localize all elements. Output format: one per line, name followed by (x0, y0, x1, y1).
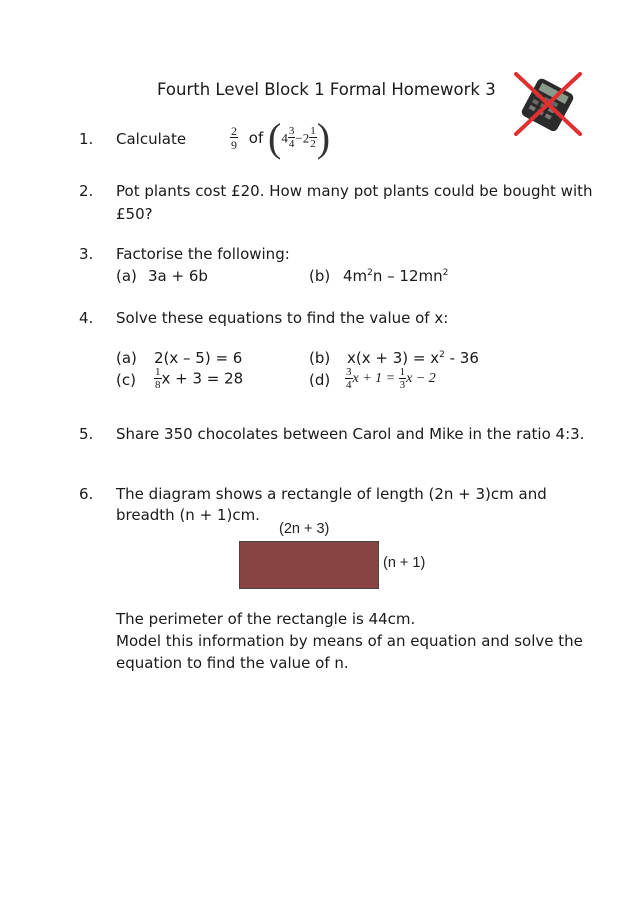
question-6-line5: equation to find the value of n. (116, 654, 349, 672)
fraction-1-3: $\frac{1}{3}$ (399, 366, 406, 391)
question-3b-expression: $4m^2n - 12mn^2$ (343, 267, 449, 285)
question-2-line1: Pot plants cost £20. How many pot plants could be bought with (116, 182, 593, 200)
question-4a-label: (a) (116, 349, 137, 367)
question-5-text: Share 350 chocolates between Carol and Mike in the ratio 4:3. (116, 425, 585, 443)
question-6-line1: The diagram shows a rectangle of length (2n + 3)cm and (116, 485, 547, 503)
no-calculator-icon (508, 68, 586, 140)
question-4d-expression: $\frac{3}{4}$ x + 1 = $\frac{1}{3}$ x − 2 (346, 366, 436, 391)
page-title: Fourth Level Block 1 Formal Homework 3 (157, 80, 496, 99)
question-6-line2: breadth (n + 1)cm. (116, 506, 260, 524)
close-paren: ) (316, 115, 331, 160)
question-4b-label: (b) (309, 349, 331, 367)
question-2-line2: £50? (116, 205, 153, 223)
question-4c-label: (c) (116, 371, 136, 389)
question-4-number: 4. (79, 309, 94, 327)
rectangle-length-label: (2n + 3) (279, 521, 330, 537)
question-4b-expression: $x(x + 3) = x^2 - 36$ (347, 349, 479, 367)
rectangle-breadth-label: (n + 1) (383, 555, 426, 571)
question-1-number: 1. (79, 130, 94, 148)
question-6-line3: The perimeter of the rectangle is 44cm. (116, 610, 416, 628)
open-paren: ( (268, 115, 282, 160)
question-1-expression: $\frac{2}{9}$ of (4 $\frac{3}{4}$ −2 $\frac{1}{2}$ ) (231, 115, 331, 160)
question-3-number: 3. (79, 245, 94, 263)
of-word: of (248, 128, 264, 147)
fraction-3-4: $\frac{3}{4}$ (346, 366, 352, 391)
question-4-text: Solve these equations to find the value of x: (116, 309, 449, 327)
fraction-1-8: $\frac{1}{8}$ (155, 366, 161, 391)
fraction-2-9: $\frac{2}{9}$ (231, 124, 237, 152)
question-4a-expression: 2(x – 5) = 6 (154, 349, 243, 367)
question-3a-label: (a) (116, 267, 137, 285)
question-2-number: 2. (79, 182, 94, 200)
question-4c-expression: $\frac{1}{8}$ x + 3 = 28 (155, 366, 244, 391)
question-3a-expression: 3a + 6b (148, 267, 208, 285)
rectangle-diagram (239, 541, 379, 589)
question-1-text: Calculate (116, 130, 187, 148)
question-4d-label: (d) (309, 371, 331, 389)
question-3-text: Factorise the following: (116, 245, 290, 263)
question-6-line4: Model this information by means of an equation and solve the (116, 632, 583, 650)
question-5-number: 5. (79, 425, 94, 443)
fraction-3-4: $\frac{3}{4}$ (288, 125, 295, 150)
question-3b-label: (b) (309, 267, 331, 285)
question-6-number: 6. (79, 485, 94, 503)
fraction-1-2: $\frac{1}{2}$ (310, 125, 316, 150)
